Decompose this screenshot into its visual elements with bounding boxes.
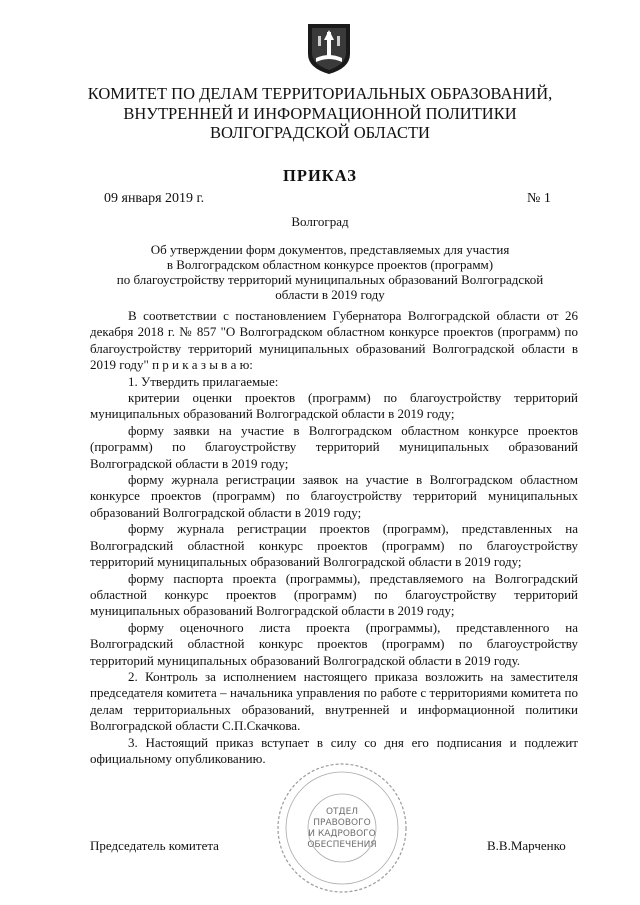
header-line: ВНУТРЕННЕЙ И ИНФОРМАЦИОННОЙ ПОЛИТИКИ <box>123 103 517 123</box>
intro-paragraph <box>90 308 578 374</box>
document-city: Волгоград <box>291 214 349 229</box>
list-item: форму заявки на участие в Волгоградском областном конкурсе проектов (программ) по благоустройству территорий муниципальных образований Волгоградской области в 2019 году; <box>90 422 578 471</box>
stamp-line: ОБЕСПЕЧЕНИЯ <box>307 840 377 850</box>
coat-of-arms-icon <box>306 22 352 76</box>
list-item: форму паспорта проекта (программы), представляемого на Волгоградский областной конкурс проектов (программ) по благоустройству территорий муниципальных образований Волгоградской области в 2019 году; <box>90 570 578 619</box>
subject-line: в Волгоградском областном конкурсе проектов (программ) <box>166 257 494 272</box>
list-item: форму журнала регистрации проектов (программ), представленных на Волгоградский областной конкурс проектов (программ) по благоустройству территорий муниципальных образований Волгоградской области в 2019 году; <box>90 521 578 570</box>
subject-line: области в 2019 году <box>275 287 385 302</box>
document-date: 09 января 2019 г. <box>104 191 205 206</box>
department-stamp <box>274 760 410 896</box>
document-number: № 1 <box>527 191 551 206</box>
committee-header <box>40 84 600 143</box>
document-body <box>90 308 578 767</box>
signature-position: Председатель комитета <box>90 838 219 853</box>
item-1: 1. Утвердить прилагаемые: <box>128 373 279 389</box>
item-2: 2. Контроль за исполнением настоящего приказа возложить на заместителя председателя комитета – начальника управления по работе с территориями комитета по делам территориальных образований, внутренней и информационной политики Волгоградской области С.П.Скачкова. <box>90 668 578 734</box>
intro-order: п р и к а з ы в а ю: <box>152 357 253 373</box>
subject-line: Об утверждении форм документов, представляемых для участия <box>150 242 510 257</box>
stamp-line: ПРАВОВОГО <box>313 818 371 828</box>
document-title: ПРИКАЗ <box>283 166 357 185</box>
intro-text: В соответствии с постановлением Губернатора Волгоградской области от 26 декабря 2018 г. № 857 "О Волгоградском областном конкурсе проектов (программ) по благоустройству территорий муниципальных образований Волгоградской области в 2019 году" <box>90 308 578 373</box>
subject-line: по благоустройству территорий муниципальных образований Волгоградской <box>116 272 544 287</box>
list-item: форму оценочного листа проекта (программы), представленного на Волгоградский областной конкурс проектов (программ) по благоустройству территорий муниципальных образований Волгоградской области в 2019 году. <box>90 619 578 668</box>
header-line: КОМИТЕТ ПО ДЕЛАМ ТЕРРИТОРИАЛЬНЫХ ОБРАЗОВАНИЙ, <box>87 84 553 103</box>
list-item: форму журнала регистрации заявок на участие в Волгоградском областном конкурсе проектов (программ) по благоустройству территорий муниципальных образований Волгоградской области в 2019 году; <box>90 472 578 520</box>
stamp-line: ОТДЕЛ <box>325 807 359 817</box>
list-item: критерии оценки проектов (программ) по благоустройству территорий муниципальных образований Волгоградской области в 2019 году; <box>90 390 578 422</box>
stamp-line: И КАДРОВОГО <box>308 829 376 839</box>
header-line: ВОЛГОГРАДСКОЙ ОБЛАСТИ <box>210 123 430 142</box>
signature-name: В.В.Марченко <box>487 838 566 853</box>
item-3: 3. Настоящий приказ вступает в силу со дня его подписания и подлежит официальному опубликованию. <box>90 734 578 766</box>
document-subject <box>90 242 570 302</box>
